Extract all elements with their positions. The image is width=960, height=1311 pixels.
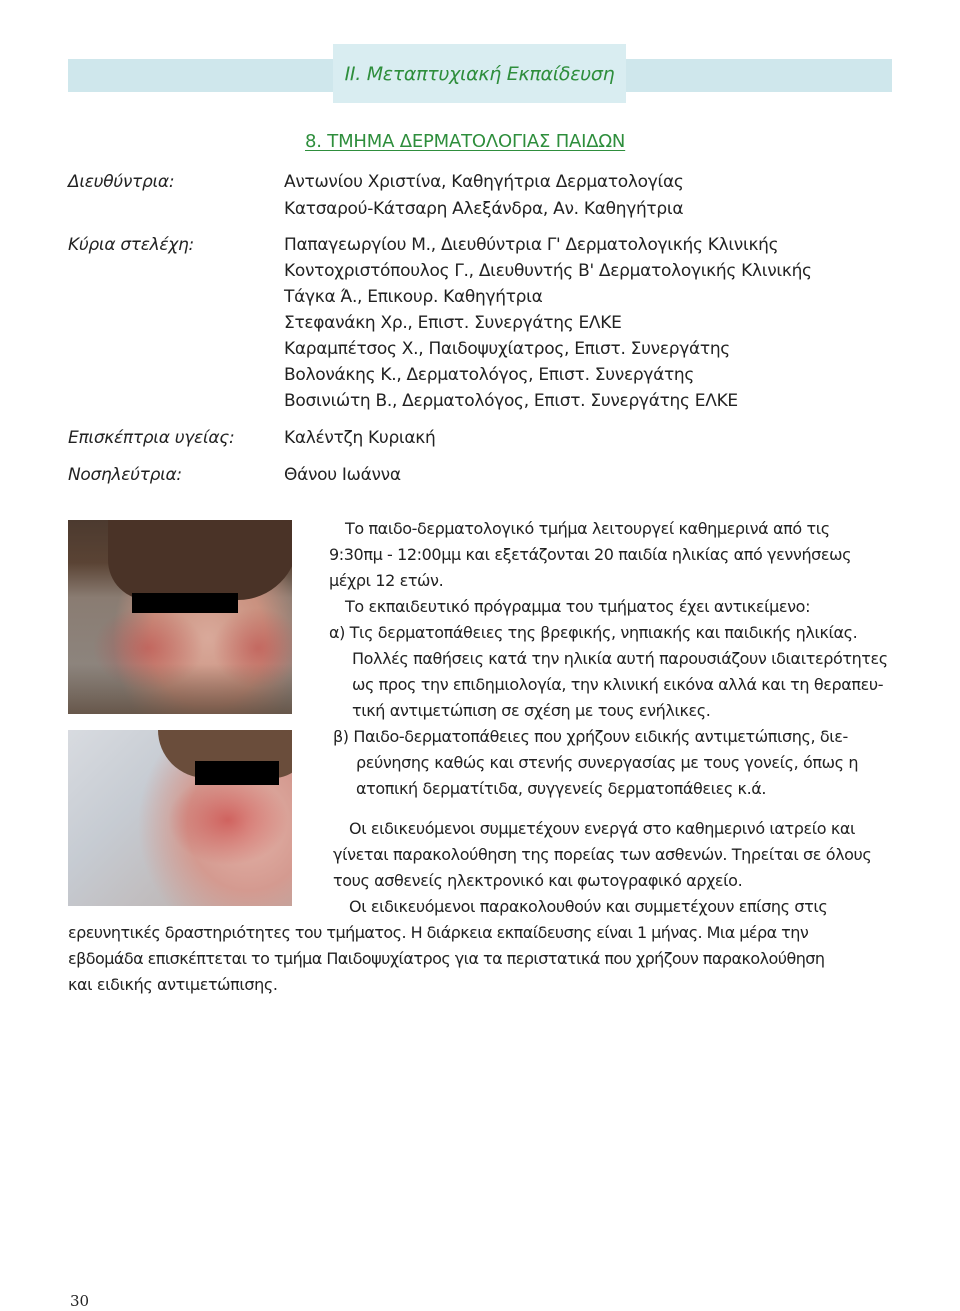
list-item-line: ατοπική δερματίτιδα, συγγενείς δερματοπάθειες κ.ά. <box>356 779 767 798</box>
nurse-name: Θάνου Ιωάννα <box>284 465 401 485</box>
paragraph-line: 9:30πμ - 12:00μμ και εξετάζονται 20 παιδία ηλικίας από γεννήσεως <box>329 545 852 564</box>
censor-bar <box>195 761 279 785</box>
photo-shading <box>68 664 292 714</box>
section-title: 8. ΤΜΗΜΑ ΔΕΡΜΑΤΟΛΟΓΙΑΣ ΠΑΙΔΩΝ <box>305 131 626 152</box>
senior-staff-line: Κοντοχριστόπουλος Γ., Διευθυντής Β' Δερματολογικής Κλινικής <box>284 261 812 281</box>
list-item-line: ρεύνησης καθώς και στενής συνεργασίας με τους γονείς, όπως η <box>356 753 859 772</box>
paragraph-line: Οι ειδικευόμενοι συμμετέχουν ενεργά στο καθημερινό ιατρείο και <box>349 819 856 838</box>
senior-staff-label: Κύρια στελέχη: <box>68 235 194 255</box>
header-tab <box>333 44 626 103</box>
senior-staff-line: Καραμπέτσος Χ., Παιδοψυχίατρος, Επιστ. Συνεργάτης <box>284 339 730 359</box>
senior-staff-line: Βοσινιώτη Β., Δερματολόγος, Επιστ. Συνεργάτης ΕΛΚΕ <box>284 391 738 411</box>
health-visitor-name: Καλέντζη Κυριακή <box>284 428 436 448</box>
senior-staff-line: Τάγκα Ά., Επικουρ. Καθηγήτρια <box>284 287 543 307</box>
paragraph-line: Το εκπαιδευτικό πρόγραμμα του τμήματος έχει αντικείμενο: <box>345 597 811 616</box>
senior-staff-line: Παπαγεωργίου Μ., Διευθύντρια Γ' Δερματολογικής Κλινικής <box>284 235 779 255</box>
director-label: Διευθύντρια: <box>68 172 175 192</box>
paragraph-line: τους ασθενείς ηλεκτρονικό και φωτογραφικό αρχείο. <box>333 871 743 890</box>
patient-photo-2 <box>68 730 292 906</box>
header-title: ΙΙ. Μεταπτυχιακή Εκπαίδευση <box>344 62 615 85</box>
director-line: Κατσαρού-Κάτσαρη Αλεξάνδρα, Αν. Καθηγήτρια <box>284 199 684 219</box>
paragraph-line: γίνεται παρακολούθηση της πορείας των ασθενών. Τηρείται σε όλους <box>333 845 872 864</box>
photo-hair <box>108 520 292 600</box>
health-visitor-label: Επισκέπτρια υγείας: <box>68 428 235 448</box>
senior-staff-line: Στεφανάκη Χρ., Επιστ. Συνεργάτης ΕΛΚΕ <box>284 313 622 333</box>
page-number: 30 <box>70 1292 90 1310</box>
patient-photo-1 <box>68 520 292 714</box>
paragraph-line: ερευνητικές δραστηριότητες του τμήματος. Η διάρκεια εκπαίδευσης είναι 1 μήνας. Μια μέρα την <box>68 923 809 942</box>
list-item-line: Πολλές παθήσεις κατά την ηλικία αυτή παρουσιάζουν ιδιαιτερότητες <box>352 649 888 668</box>
paragraph-line: Οι ειδικευόμενοι παρακολουθούν και συμμετέχουν επίσης στις <box>349 897 828 916</box>
senior-staff-line: Βολονάκης Κ., Δερματολόγος, Επιστ. Συνεργάτης <box>284 365 695 385</box>
nurse-label: Νοσηλεύτρια: <box>68 465 182 485</box>
paragraph-line: μέχρι 12 ετών. <box>329 571 444 590</box>
list-item-line: β) Παιδο-δερματοπάθειες που χρήζουν ειδικής αντιμετώπισης, διε- <box>333 727 848 746</box>
list-item-line: ως προς την επιδημιολογία, την κλινική εικόνα αλλά και τη θεραπευ- <box>352 675 884 694</box>
paragraph-line: εβδομάδα επισκέπτεται το τμήμα Παιδοψυχίατρος για τα περιστατικά που χρήζουν παρακολούθηση <box>68 949 825 968</box>
director-line: Αντωνίου Χριστίνα, Καθηγήτρια Δερματολογίας <box>284 172 684 192</box>
paragraph-line: και ειδικής αντιμετώπισης. <box>68 975 278 994</box>
list-item-line: α) Τις δερματοπάθειες της βρεφικής, νηπιακής και παιδικής ηλικίας. <box>329 623 858 642</box>
censor-bar <box>132 593 238 613</box>
paragraph-line: Το παιδο-δερματολογικό τμήμα λειτουργεί καθημερινά από τις <box>345 519 830 538</box>
list-item-line: τική αντιμετώπιση σε σχέση με τους ενήλικες. <box>352 701 711 720</box>
